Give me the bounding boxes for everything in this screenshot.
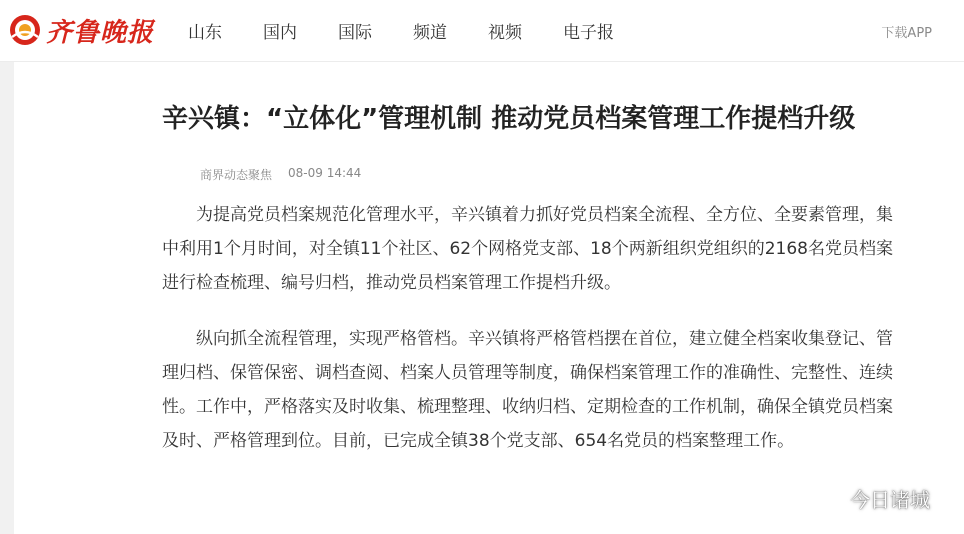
nav-item-shandong[interactable]: 山东 (188, 23, 222, 43)
left-gutter (0, 62, 14, 534)
watermark-text: 今日诸城 (850, 488, 930, 512)
article-title: 辛兴镇：“立体化”管理机制 推动党员档案管理工作提档升级 (162, 104, 856, 134)
article-paragraph: 为提高党员档案规范化管理水平，辛兴镇着力抓好党员档案全流程、全方位、全要素管理，集中利用1个月时间，对全镇11个社区、62个网格党支部、18个两新组织党组织的2168名党员档案进行检查梳理、编号归档，推动党员档案管理工作提档升级。 (162, 205, 893, 293)
logo-text: 齐鲁晚报 (46, 17, 155, 48)
main-nav (188, 18, 655, 43)
article (162, 100, 922, 458)
article-paragraph: 纵向抓全流程管理，实现严格管档。辛兴镇将严格管档摆在首位，建立健全档案收集登记、管理归档、保管保密、调档查阅、档案人员管理等制度，确保档案管理工作的准确性、完整性、连续性。工作中，严格落实及时收集、梳理整理、收纳归档、定期检查的工作机制，确保全镇党员档案及时、严格管理到位。目前，已完成全镇38个党支部、654名党员的档案整理工作。 (162, 329, 893, 451)
wechat-icon (818, 488, 844, 510)
article-source[interactable]: 商界动态聚焦 (200, 168, 273, 182)
nav-item-video[interactable]: 视频 (488, 23, 522, 43)
article-time: 08-09 14:44 (288, 166, 362, 180)
sun-emblem-icon (8, 13, 42, 47)
nav-item-epaper[interactable]: 电子报 (563, 23, 614, 43)
site-logo[interactable] (8, 10, 154, 50)
nav-item-channels[interactable]: 频道 (413, 23, 447, 43)
top-navbar (0, 0, 964, 62)
watermark (818, 484, 930, 513)
nav-item-international[interactable]: 国际 (338, 23, 372, 43)
article-meta (162, 166, 922, 183)
nav-item-domestic[interactable]: 国内 (263, 23, 297, 43)
download-app-link[interactable]: 下载APP (881, 26, 932, 41)
